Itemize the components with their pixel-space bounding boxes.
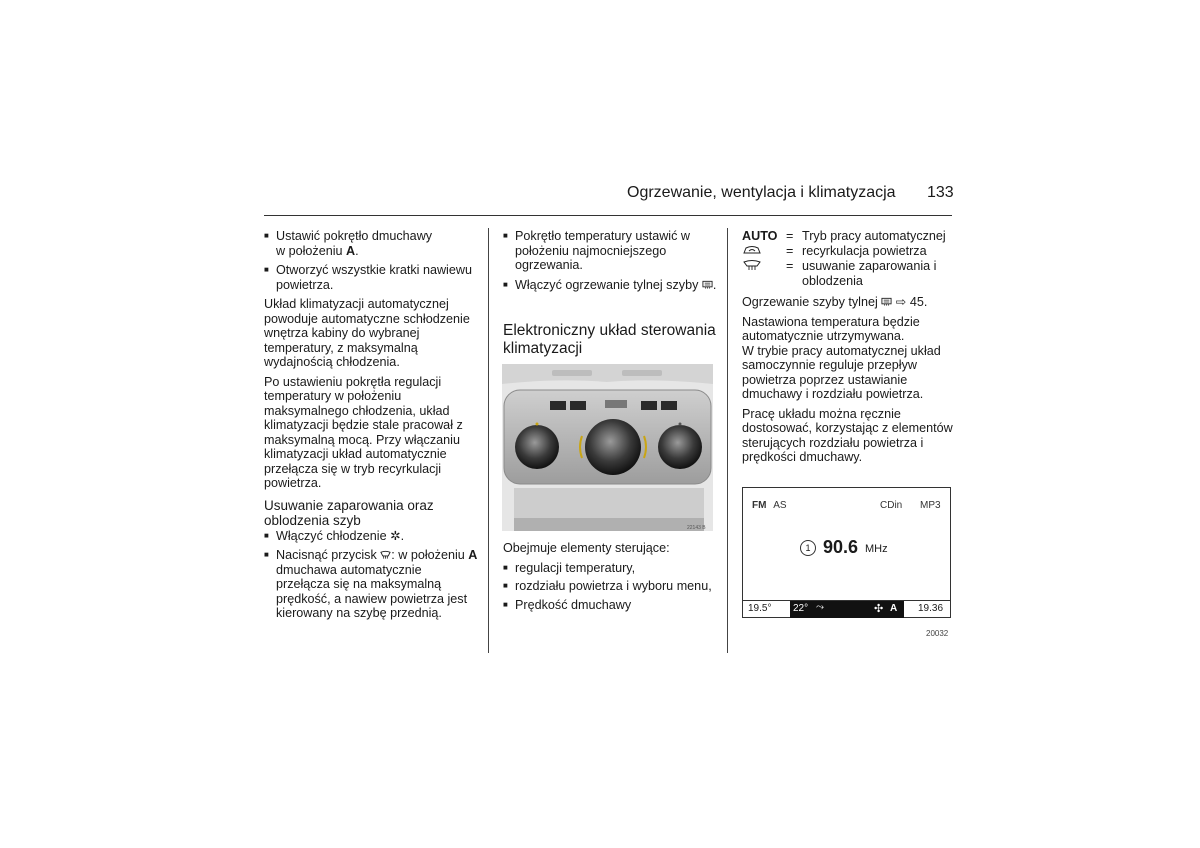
section-title: Ogrzewanie, wentylacja i klimatyzacja: [627, 184, 896, 201]
legend-row: [742, 259, 954, 288]
column-divider: [488, 228, 489, 653]
figure-code: 20032: [926, 629, 949, 638]
info-display: [742, 487, 951, 618]
bullet-text: Włączyć chłodzenie: [276, 528, 391, 543]
bullet-item: ■ Otworzyć wszystkie kratki nawiewu powietrza.: [264, 263, 478, 292]
equals: =: [786, 259, 794, 273]
defrost-icon: [380, 550, 391, 560]
climate-bar: [790, 601, 904, 618]
mp3-label: MP3: [920, 500, 941, 511]
cross-reference: [742, 295, 954, 310]
legend-icon-cell: [742, 259, 786, 288]
paragraph: Układ klimatyzacji automatycznej powoduje automatyczne schłodzenie wnętrza kabiny do wybranej temperatury, z maksymalną wydajnością chłodzenia.: [264, 297, 470, 369]
fan-mode: A: [890, 603, 898, 614]
display-top-left: [752, 500, 787, 511]
column-divider: [727, 228, 728, 653]
header-rule: [264, 215, 952, 216]
paragraph: Nastawiona temperatura będzie automatycznie utrzymywana.: [742, 314, 920, 343]
auto-key: AUTO: [742, 229, 778, 243]
cdin-label: CDin: [880, 500, 903, 511]
controls-list: [503, 541, 723, 617]
subheading: Usuwanie zaparowania oraz oblodzenia szyb: [264, 497, 434, 528]
legend: [742, 229, 954, 288]
legend-text: Tryb pracy automatycznej: [802, 229, 946, 243]
bullet-item: [264, 548, 478, 621]
column-2: [503, 229, 717, 297]
preset-indicator: 1: [800, 540, 816, 556]
bullet-item: ■ Włączyć chłodzenie ✲.: [264, 529, 478, 544]
band-label: FM: [752, 500, 767, 511]
paragraph: Pracę układu można ręcznie dostosować, korzystając z elementów sterujących rozdziału powietrza i prędkości dmuchawy.: [742, 406, 953, 464]
photo-code: 22143 B: [687, 525, 706, 531]
paragraph: Po ustawieniu pokrętła regulacji temperatury w położeniu maksymalnego chłodzenia, układ klimatyzacji będzie stale pracował z maksymalną mocą. Przy włączaniu klimatyzacji układ automatycznie przełącza się w tryb recyrkulacji powietrza.: [264, 374, 463, 490]
position-label: A: [346, 243, 356, 258]
as-label: AS: [773, 500, 787, 511]
equals: =: [786, 229, 794, 243]
display-status-bar: [743, 600, 950, 618]
recirculation-icon: [742, 244, 762, 256]
reference-page: 45.: [906, 295, 928, 309]
control-panel-photo: [502, 364, 713, 531]
outside-temp: 19.5°: [748, 603, 772, 614]
airflow-icon: ⤳: [816, 602, 824, 613]
bullet-text: w położeniu: [276, 243, 347, 258]
list-item: ■ Prędkość dmuchawy: [503, 598, 723, 613]
legend-row: [742, 244, 954, 260]
section-heading: Elektroniczny układ sterowania klimatyzacji: [503, 322, 716, 357]
bullet-text: dmuchawa automatycznie przełącza się na maksymalną prędkość, a nawiew powietrza jest kierowany na szybę przednią.: [276, 562, 468, 620]
list-item: ■ regulacji temperatury,: [503, 561, 723, 576]
reference-text: Ogrzewanie szyby tylnej: [742, 295, 882, 309]
equals: =: [786, 243, 794, 258]
column-3: [742, 295, 954, 470]
legend-row: [742, 229, 954, 244]
page-ref-arrow-icon: ⇨: [892, 295, 907, 309]
fan-icon: ✣: [874, 603, 884, 615]
column-1: [264, 229, 478, 626]
position-label: A: [468, 548, 478, 562]
bullet-item: ■ Ustawić pokrętło dmuchawy w położeniu A.: [264, 229, 478, 258]
paragraph: W trybie pracy automatycznej układ samoczynnie reguluje przepływ powietrza poprzez ustawianie dmuchawy i rozdziału powietrza.: [742, 343, 941, 401]
legend-text: usuwanie zaparowania i oblodzenia: [802, 259, 937, 288]
paragraph: Obejmuje elementy sterujące:: [503, 541, 670, 555]
set-temp: 22°: [793, 603, 809, 614]
rear-window-heating-icon: [702, 280, 713, 290]
bullet-item: ■ Pokrętło temperatury ustawić w położeniu najmocniejszego ogrzewania.: [503, 229, 717, 273]
list-item: ■ rozdziału powietrza i wyboru menu,: [503, 579, 723, 594]
legend-icon-cell: [742, 244, 786, 260]
frequency-value: 90.6: [823, 537, 859, 557]
clock: 19.36: [918, 603, 944, 614]
cooling-icon: ✲: [390, 528, 401, 543]
bullet-text: : w położeniu: [391, 548, 469, 562]
bullet-item: ■ Włączyć ogrzewanie tylnej szyby .: [503, 278, 717, 293]
bullet-text: Włączyć ogrzewanie tylnej szyby: [515, 277, 702, 292]
bullet-text: Ustawić pokrętło dmuchawy: [276, 229, 433, 243]
legend-text: recyrkulacja powietrza: [802, 243, 927, 258]
rear-window-heating-icon: [881, 297, 892, 307]
defrost-icon: [742, 259, 762, 271]
frequency-unit: MHz: [865, 543, 888, 555]
page-number: 133: [927, 184, 954, 201]
bullet-text: Nacisnąć przycisk: [276, 548, 381, 562]
